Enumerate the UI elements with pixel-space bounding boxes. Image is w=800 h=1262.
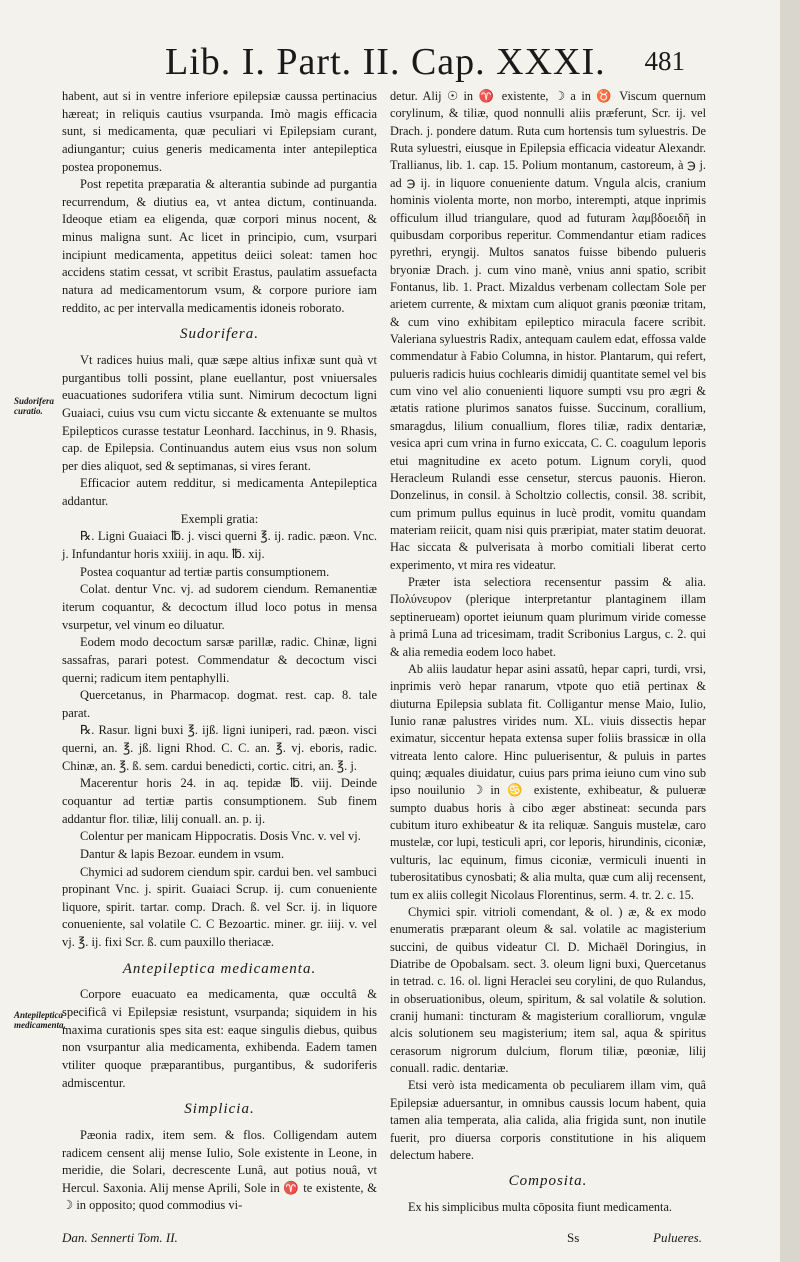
paragraph: Ab aliis laudatur hepar asini assatû, hepar capri, turdi, vrsi, inprimis verò hepar ranarum, vtpote quo etiã pertinax & diuturna Epilepsia sublata fit. Colligantur mense Maio, Iulio, Iunio ranæ palustres virides num. XL. viuis dissectis hepar eximatur, siccentur hepata extensa super foliis brassicæ in olla vitreata lento calore. Hinc puluerisentur, & puluis in partes quinq; æquales diuidatur, cuius pars prima ieiuno cum vino sub ipso nouilunio ☽ in ♋ existente, exhibeatur, & pulueræ sumpto duabus horis à cibo æger abstineat: secunda pars cubitum ituro exhibeatur & ita reliquæ. Sanguis mustelæ, caro mustelæ, cor lupi, testiculi apri, cor leporis, hirundinis, ciconiæ, vulturis, lac equinum, fimus ciconiæ, vermiculi inuenti in tuberositatibus cynosbati; & alia multa, quæ cum alij recensent, tum ex aliis collegit Nicolaus Florentinus, serm. 4. tr. 2. c. 15. [390, 661, 706, 902]
paragraph: Pæonia radix, item sem. & flos. Colligendam autem radicem censent alij mense Iulio, Sole existente in Leone, in meridie, die Solari, decrescente Lunâ, aut potius nouâ, vt Hercul. Saxonia. Alij mense Aprili, Sole in ♈ te existente, & ☽ in opposito; quod commodius vi- [62, 1127, 377, 1213]
paragraph: Præter ista selectiora recensentur passim & alia. Πολύνευρον (plerique interpretantur plantaginem illam septinerueam) oportet ieiunum quam plurimum viride comesse à primâ Luna ad tricesimam, tradit Scribonius Largus, c. 2. qui & alia remedia eodem loco habet. [390, 575, 706, 659]
sheet-mark: Ss [567, 1230, 580, 1245]
paragraph: Chymici spir. vitrioli comendant, & ol. ) æ, & ex modo enumeratis præparant oleum & sal. volatile ac magisterium succini, de quibus videatur Cl. D. Michaël Doringius, in Diatribe de Opobalsam. sect. 3. oleum ligni buxi, Quercetanus in tetrad. c. 16. ol. ligni Heraclei seu corylini, de quo Rulandus, in obseruationibus, oleum, spiritum, & sal volatile & solution. cranij humani: tincturam & magisterium coralliorum, vngulæ alcis solutionem seu magisterium; item sal, aqua & spiritus cerasorum nigrorum dulcium, florum tiliæ, pœoniæ, lilij conuall. radic. dentariæ. [390, 904, 706, 1076]
paragraph: Etsi verò ista medicamenta ob peculiarem illam vim, quâ Epilepsiæ aduersantur, in omnibus caussis locum habent, quia tamen alia temperata, alia calida, alia frigida sunt, non inutile fuerit, pro diuersa corporis constitutione in his aliquem delectum habere. [390, 1078, 706, 1162]
running-title: Lib. I. Part. II. Cap. XXXI. [165, 41, 606, 83]
paragraph: detur. Alij ☉ in ♈ existente, ☽ a in ♉ Viscum quernum corylinum, & tiliæ, quod nonnulli aliis præferunt, Scr. ij. vel Drach. j. pondere datum. Ruta cum hortensis tum syluestris. De Ruta syluestri, eiusque in Epilepsia efficacia videatur Alexandr. Trallianus, lib. 1. cap. 15. Polium montanum, castoreum, à ℈ j. ad ℈ ij. in liquore conueniente datum. Vngula alcis, cranium hominis violenta morte, non morbo, interempti, atque inprimis officulum illud triangulare, quod ad futuram λαμβδοειδῆ in quibusdam corporibus reperitur. Commendantur etiam radices pyrethri, eryngij. Multos sanatos fuisse bibendo pulueris bryoniæ Drach. j. cum vino manè, vnius anni spatio, scribit Fontanus, lib. 1. Pract. Mizaldus verbenam collectam Sole per arietem currente, & mixtam cum aliquot granis pœoniæ tritam, & cum vino exhibitam epileptico miracula facere scribit. Valeriana syluestris Radix, antequam caulem edat, effossa valde commendatur à Fabio Columna, in histor. Plantarum, qui refert, pulueris radicis huius cochlearis dimidij quantitate semel vel bis cum vino vel alio conuenienti liquore sumpti vsu pro ægri & ætatis ratione plurimos sanatos fuisse. Succinum, corallium, smaragdus, lilium conuallium, flores tiliæ, radix dentariæ, vesica apri cum vrina in furno exiccata, C. C. coagulum leporis etui magnitudine ex aceto potum. Lignum coryli, quod Heracleum Rulandi esse censetur, stercus pauonis. Hieron. Donzelinus, in consil. à Scholtzio collectis, consil. 38. scribit, cum primum pullus equinus in lucè prodit, vomitu quandam materiam reiicit, quam nisi quis præripiat, mater statim deuorat. Hac siccata & pulverisata à morbo comitiali liberat certo experimento, vt mira res videatur. [390, 89, 706, 572]
page-number: 481 [644, 46, 685, 76]
paragraph: habent, aut si in ventre inferiore epilepsiæ caussa pertinacius hæreat; in reliquis cautius vsurpanda. Imò magis efficacia sunt, si medicamenta, quæ peculiari vi Epilepsiam curant, adiungantur; cuius generis medicamenta inter antepileptica postea proponemus. [62, 89, 377, 174]
prescription: ℞. Rasur. ligni buxi ℥. ijß. ligni iuniperi, rad. pæon. visci querni, an. ℥. jß. ligni Rhod. C. C. an. ℥. vj. eboris, radic. Chinæ, an. ℥. ß. sem. cardui benedicti, cortic. citri, an. ℥. j. [62, 723, 377, 773]
paragraph: Efficacior autem redditur, si medicamenta Antepileptica addantur. [62, 476, 377, 509]
margin-note-antepileptica: Antepileptica medicamenta. [14, 1010, 66, 1030]
paragraph: Vt radices huius mali, quæ sæpe altius infixæ sunt quà vt purgantibus tolli possint, plane euellantur, post vniuersales euacuationes sudorifera vtilia sunt. Nimirum decoctum ligni Guaiaci, cuius vsu cum victu siccante & extenuante se multos Epilepticos curasse testatur Leonhard. Iacchinus, in 9. Rhasis, cap. de Epilepsia. Continuandus autem eius vsus non solum per dies aliquot, sed & septimanas, si vires ferant. [62, 352, 377, 473]
paragraph: Postea coquantur ad tertiæ partis consumptionem. [80, 564, 330, 579]
paragraph: Chymici ad sudorem ciendum spir. cardui ben. vel sambuci propinant Vnc. j. spirit. Guaiaci Scrup. ij. cum conueniente liquore, spirit. tartar. comp. Drach. ß. vel Scr. ij. in liquore conueniente, sal volatile C. C Bezoartic. miner. gr. iiij. v. vel vj. ℥. ij. fixi Scr. ß. cum pauxillo theriacæ. [62, 864, 377, 950]
paragraph: Post repetita præparatia & alterantia subinde ad purgantia recurrendum, & diutius ea, vt antea dictum, continuanda. Ideoque etiam ea eligenda, quæ corpori minus nocent, & minus maligna sunt. Ac licet in principio, cum, vsurpari incipiunt medicamenta, appetitus deiici soleat: tamen hoc accidens statim cessat, vt scribit Erastus, paulatim assuefacta natura ad medicamentorum vsum, & corpore puriore iam reddito, ac per intervalla medicamentis idoneis roborato. [62, 177, 377, 315]
paragraph: Quercetanus, in Pharmacop. dogmat. rest. cap. 8. tale parat. [62, 688, 377, 720]
prescription: ℞. Ligni Guaiaci ℔. j. visci querni ℥. ij. radic. pæon. Vnc. j. Infundantur horis xxiiij. in aqu. ℔. xij. [62, 529, 377, 562]
section-heading-simplicia: Simplicia. [184, 1101, 255, 1118]
paragraph: Dantur & lapis Bezoar. eundem in vsum. [80, 846, 285, 861]
paragraph: Colentur per manicam Hippocratis. Dosis Vnc. v. vel vj. [80, 829, 361, 844]
paragraph: Ex his simplicibus multa cōposita fiunt medicamenta. [408, 1199, 672, 1214]
catchword: Pulueres. [653, 1230, 702, 1245]
section-heading-antepileptica: Antepileptica medicamenta. [122, 960, 317, 977]
margin-note-sudorifera: Sudorifera curatio. [14, 396, 55, 416]
paragraph: Colat. dentur Vnc. vj. ad sudorem ciendum. Remanentiæ iterum coquantur, & decoctum illud loco potus in mensa vsurpetur, vel vinum eo diluatur. [62, 582, 377, 632]
running-header [165, 40, 685, 88]
section-heading-sudorifera: Sudorifera. [180, 326, 259, 343]
left-column [62, 88, 377, 1215]
paragraph: Macerentur horis 24. in aq. tepidæ ℔. viij. Deinde coquantur ad tertiæ partis consumptionem. Sub finem addantur flor. tiliæ, lilij conuall. an. p. ij. [62, 776, 377, 826]
section-heading-composita: Composita. [508, 1173, 588, 1190]
right-column [390, 88, 706, 1216]
signature-line: Dan. Sennerti Tom. II. [62, 1230, 178, 1245]
paragraph: Eodem modo decoctum sarsæ parillæ, radic. Chinæ, ligni sassafras, parari potest. Commendatur & decoctum visci querni; radicum item pentaphylli. [62, 635, 377, 685]
page-gutter [780, 0, 800, 1262]
exempli-gratia: Exempli gratia: [180, 511, 259, 526]
paragraph: Corpore euacuato ea medicamenta, quæ occultâ & specificâ vi Epilepsiæ resistunt, vsurpanda; siquidem in his maxima curationis spes sita est: eaque singulis diebus, quibus non vsurpantur alia medicamenta, exhibenda. Eadem tamen vtiliter quoque præparantibus, purgantibus, & sudoriferis admiscentur. [62, 987, 377, 1090]
